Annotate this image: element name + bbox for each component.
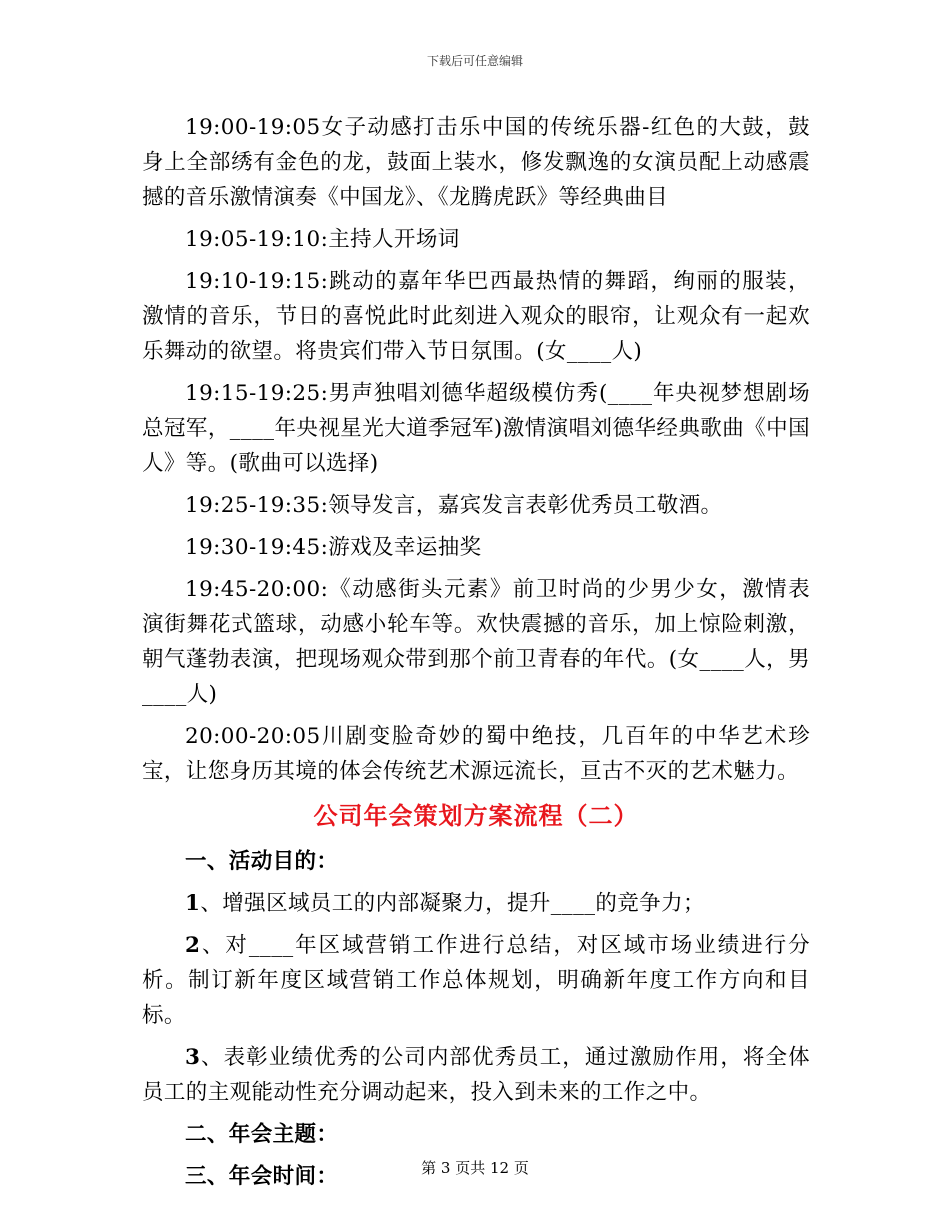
purpose-item-number: 2 (185, 933, 201, 958)
purpose-item-1 (142, 886, 810, 921)
section-heading-time: 三、年会时间： (185, 1164, 339, 1189)
schedule-item-8: 20:00-20:05川剧变脸奇妙的蜀中绝技，几百年的中华艺术珍宝，让您身历其境的体会传统艺术源远流长，亘古不灭的艺术魅力。 (142, 724, 810, 784)
section-heading-purpose: 一、活动目的： (185, 849, 339, 874)
page-header: 下载后可任意编辑 (426, 54, 523, 68)
section-heading-theme: 二、年会主题： (185, 1122, 339, 1147)
schedule-item-3: 19:10-19:15:跳动的嘉年华巴西最热情的舞蹈，绚丽的服装，激情的音乐，节日的喜悦此时此刻进入观众的眼帘，让观众有一起欢乐舞动的欲望。将贵宾们带入节日氛围。(女____人) (142, 269, 810, 364)
purpose-item-number: 3 (185, 1045, 201, 1070)
section-title: 公司年会策划方案流程（二） (313, 801, 639, 830)
page-footer: 第 3 页共 12 页 (421, 1159, 529, 1177)
schedule-item-6: 19:30-19:45:游戏及幸运抽奖 (185, 535, 482, 560)
schedule-item-5: 19:25-19:35:领导发言，嘉宾发言表彰优秀员工敬酒。 (185, 493, 723, 518)
purpose-item-text: 、对____年区域营销工作进行总结，对区域市场业绩进行分析。制订新年度区域营销工作总体规划，明确新年度工作方向和目标。 (142, 933, 810, 1028)
purpose-item-number: 1 (185, 891, 201, 916)
purpose-item-2 (142, 928, 810, 1033)
schedule-item-2: 19:05-19:10:主持人开场词 (185, 227, 460, 252)
purpose-item-text: 、表彰业绩优秀的公司内部优秀员工，通过激励作用，将全体员工的主观能动性充分调动起来，投入到未来的工作之中。 (142, 1045, 810, 1105)
purpose-item-text: 、增强区域员工的内部凝聚力，提升____的竞争力； (200, 891, 705, 916)
schedule-item-4: 19:15-19:25:男声独唱刘德华超级模仿秀(____年央视梦想剧场总冠军，____年央视星光大道季冠军)激情演唱刘德华经典歌曲《中国人》等。(歌曲可以选择) (142, 381, 810, 476)
schedule-item-1: 19:00-19:05女子动感打击乐中国的传统乐器-红色的大鼓，鼓身上全部绣有金色的龙，鼓面上装水，修发飘逸的女演员配上动感震撼的音乐激情演奏《中国龙》、《龙腾虎跃》等经典曲目 (142, 115, 810, 210)
purpose-item-3 (142, 1040, 810, 1110)
schedule-item-7: 19:45-20:00:《动感街头元素》前卫时尚的少男少女，激情表演街舞花式篮球，动感小轮车等。欢快震撼的音乐，加上惊险刺激，朝气蓬勃表演，把现场观众带到那个前卫青春的年代。(女____人，男____人) (142, 577, 810, 707)
document-body (142, 110, 810, 1201)
